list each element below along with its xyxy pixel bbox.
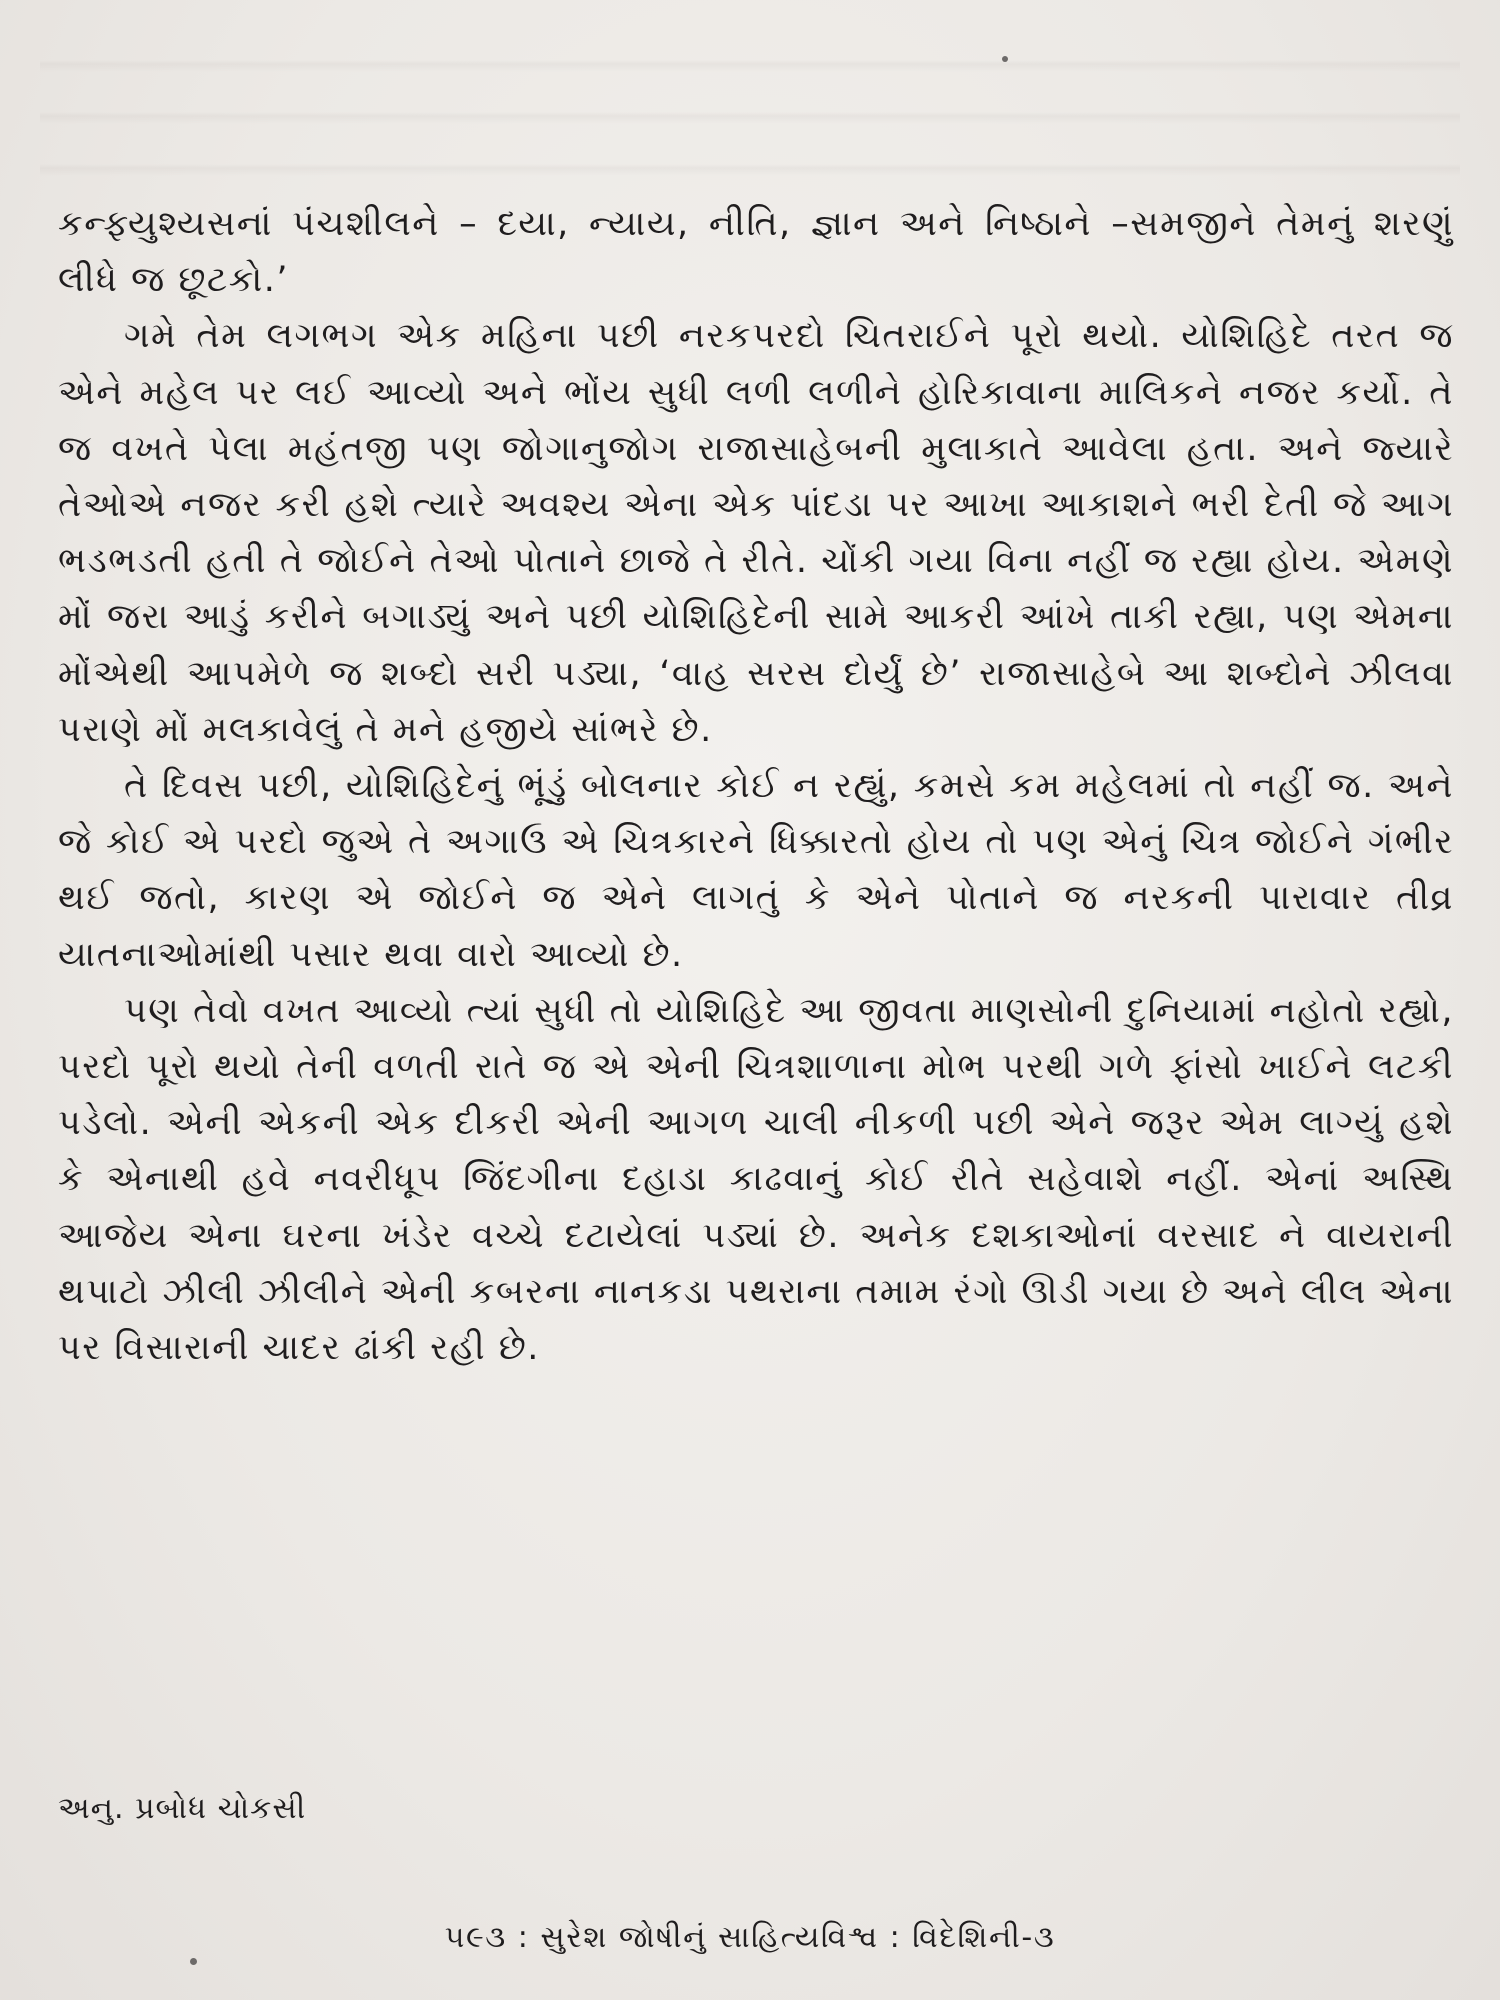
ink-speck [1002,56,1008,62]
paragraph: પણ તેવો વખત આવ્યો ત્યાં સુધી તો યોશિહિદે આ જીવતા માણસોની દુનિયામાં નહોતો રહ્યો, પરદો પૂરો થયો તેની વળતી રાતે જ એ એની ચિત્રશાળાના મોભ પરથી ગળે ફાંસો ખાઈને લટકી પડેલો. એની એકની એક દીકરી એની આગળ ચાલી નીકળી પછી એને જરૂર એમ લાગ્યું હશે કે એનાથી હવે નવરીધૂપ જિંદગીના દહાડા કાઢવાનું કોઈ રીતે સહેવાશે નહીં. એનાં અસ્થિ આજેય એના ઘરના ખંડેર વચ્ચે દટાયેલાં પડ્યાં છે. અનેક દશકાઓનાં વરસાદ ને વાયરાની થપાટો ઝીલી ઝીલીને એની કબરના નાનકડા પથરાના તમામ રંગો ઊડી ગયા છે અને લીલ એના પર વિસારાની ચાદર ઢાંકી રહી છે. [58,990,1454,1369]
show-through-text [40,20,1460,190]
translator-credit: અનુ. પ્રબોધ ચોકસી [58,1791,307,1826]
ink-speck [190,1958,197,1965]
paragraph: તે દિવસ પછી, યોશિહિદેનું ભૂંડું બોલનાર કોઈ ન રહ્યું, કમસે કમ મહેલમાં તો નહીં જ. અને જે કોઈ એ પરદો જુએ તે અગાઉ એ ચિત્રકારને ધિક્કારતો હોય તો પણ એનું ચિત્ર જોઈને ગંભીર થઈ જતો, કારણ એ જોઈને જ એને લાગતું કે એને પોતાને જ નરકની પારાવાર તીવ્ર યાતનાઓમાંથી પસાર થવા વારો આવ્યો છે. [58,766,1454,975]
paragraph: કન્ફ્યુશ્યસનાં પંચશીલને – દયા, ન્યાય, નીતિ, જ્ઞાન અને નિષ્ઠાને –સમજીને તેમનું શરણું લીધે જ છૂટકો.’ [58,204,1454,301]
body-text [58,196,1454,1376]
page-footer: ૫૯૩ : સુરેશ જોષીનું સાહિત્યવિશ્વ : વિદેશિની-૩ [444,1920,1056,1955]
paragraph: ગમે તેમ લગભગ એક મહિના પછી નરકપરદો ચિતરાઈને પૂરો થયો. યોશિહિદે તરત જ એને મહેલ પર લઈ આવ્યો અને ભોંય સુધી લળી લળીને હોરિકાવાના માલિકને નજર કર્યો. તે જ વખતે પેલા મહંતજી પણ જોગાનુજોગ રાજાસાહેબની મુલાકાતે આવેલા હતા. અને જ્યારે તેઓએ નજર કરી હશે ત્યારે અવશ્ય એના એક પાંદડા પર આખા આકાશને ભરી દેતી જે આગ ભડભડતી હતી તે જોઈને તેઓ પોતાને છાજે તે રીતે. ચોંકી ગયા વિના નહીં જ રહ્યા હોય. એમણે મોં જરા આડું કરીને બગાડ્યું અને પછી યોશિહિદેની સામે આકરી આંખે તાકી રહ્યા, પણ એમના મોંએથી આપમેળે જ શબ્દો સરી પડ્યા, ‘વાહ સરસ દોર્યું છે’ રાજાસાહેબે આ શબ્દોને ઝીલવા પરાણે મોં મલકાવેલું તે મને હજીયે સાંભરે છે. [58,316,1454,750]
